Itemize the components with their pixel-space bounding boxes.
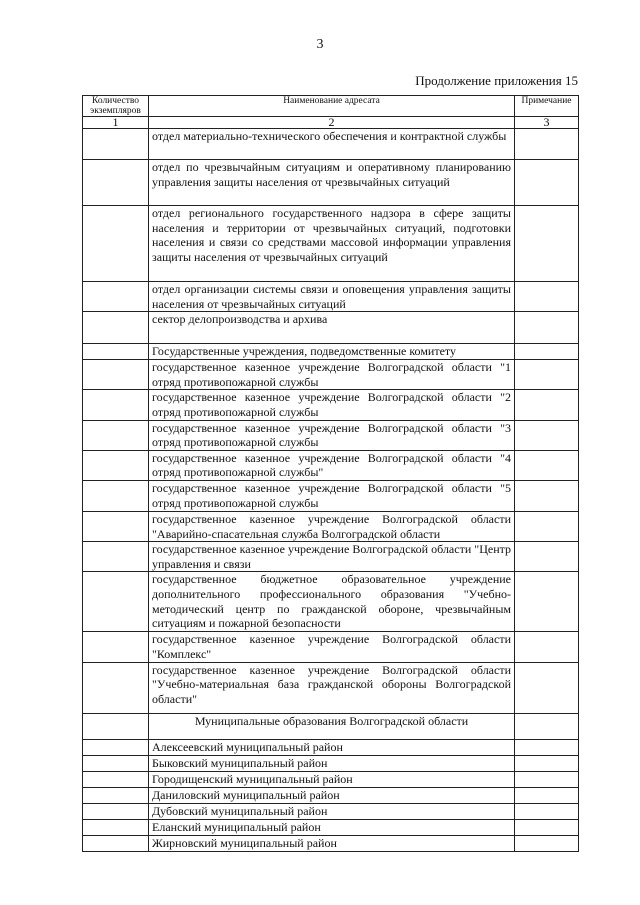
addressee-cell: отдел материально-технического обеспечения и контрактной службы bbox=[149, 129, 515, 160]
section-heading-row bbox=[83, 344, 579, 360]
addressee-cell: Быковский муниципальный район bbox=[149, 755, 515, 771]
addressee-cell: Городищенский муниципальный район bbox=[149, 771, 515, 787]
table-header-row bbox=[83, 96, 579, 117]
addressee-cell: отдел по чрезвычайным ситуациям и оперативному планированию управления защиты населения от чрезвычайных ситуаций bbox=[149, 160, 515, 206]
table-row bbox=[83, 129, 579, 160]
column-number-1: 1 bbox=[83, 117, 149, 129]
section-heading: Государственные учреждения, подведомственные комитету bbox=[149, 344, 515, 360]
table-row bbox=[83, 787, 579, 803]
addressee-cell: Жирновский муниципальный район bbox=[149, 835, 515, 851]
table-row bbox=[83, 420, 579, 450]
header-count: Количество экземпляров bbox=[83, 96, 149, 117]
table-row bbox=[83, 755, 579, 771]
table-row bbox=[83, 206, 579, 282]
table-row bbox=[83, 450, 579, 480]
addressee-cell: государственное казенное учреждение Волгоградской области "4 отряд противопожарной службы" bbox=[149, 450, 515, 480]
addressee-cell: отдел регионального государственного надзора в сфере защиты населения и территории от чрезвычайных ситуаций, подготовки населения и связи со средствами массовой информации управления защиты населения от чрезвычайных ситуаций bbox=[149, 206, 515, 282]
section-heading-row bbox=[83, 713, 579, 739]
addressee-cell: государственное казенное учреждение Волгоградской области "1 отряд противопожарной службы bbox=[149, 360, 515, 390]
header-note: Примечание bbox=[515, 96, 579, 117]
appendix-continuation: Продолжение приложения 15 bbox=[415, 73, 578, 88]
table-row bbox=[83, 390, 579, 420]
table-row bbox=[83, 572, 579, 632]
table-row bbox=[83, 771, 579, 787]
table-row bbox=[83, 511, 579, 541]
table-row bbox=[83, 160, 579, 206]
addressee-cell: государственное казенное учреждение Волгоградской области "2 отряд противопожарной службы bbox=[149, 390, 515, 420]
addressee-cell: Даниловский муниципальный район bbox=[149, 787, 515, 803]
addressee-cell: сектор делопроизводства и архива bbox=[149, 312, 515, 344]
addressee-cell: государственное казенное учреждение Волгоградской области "Центр управления и связи bbox=[149, 542, 515, 572]
page-number: 3 bbox=[316, 37, 324, 52]
section-heading: Муниципальные образования Волгоградской области bbox=[149, 713, 515, 739]
addressee-cell: Дубовский муниципальный район bbox=[149, 803, 515, 819]
table-row bbox=[83, 632, 579, 662]
table-row bbox=[83, 542, 579, 572]
addressee-cell: государственное бюджетное образовательное учреждение дополнительного профессионального образования "Учебно-методический центр по гражданской обороне, чрезвычайным ситуациям и пожарной безопасности bbox=[149, 572, 515, 632]
table-row bbox=[83, 819, 579, 835]
addressee-cell: государственное казенное учреждение Волгоградской области "3 отряд противопожарной службы bbox=[149, 420, 515, 450]
column-number-2: 2 bbox=[149, 117, 515, 129]
distribution-table bbox=[82, 95, 579, 852]
column-numbers-row bbox=[83, 117, 579, 129]
table-row bbox=[83, 312, 579, 344]
addressee-cell: Алексеевский муниципальный район bbox=[149, 739, 515, 755]
table-row bbox=[83, 480, 579, 511]
header-addressee: Наименование адресата bbox=[149, 96, 515, 117]
addressee-cell: государственное казенное учреждение Волгоградской области "Аварийно-спасательная служба Волгоградской области bbox=[149, 511, 515, 541]
table-row bbox=[83, 360, 579, 390]
table-row bbox=[83, 282, 579, 312]
table-row bbox=[83, 803, 579, 819]
column-number-3: 3 bbox=[515, 117, 579, 129]
table-row bbox=[83, 739, 579, 755]
addressee-cell: Еланский муниципальный район bbox=[149, 819, 515, 835]
table-row bbox=[83, 662, 579, 713]
addressee-cell: государственное казенное учреждение Волгоградской области "Учебно-материальная база гражданской обороны Волгоградской области" bbox=[149, 662, 515, 713]
addressee-cell: государственное казенное учреждение Волгоградской области "Комплекс" bbox=[149, 632, 515, 662]
table-row bbox=[83, 835, 579, 851]
addressee-cell: отдел организации системы связи и оповещения управления защиты населения от чрезвычайных ситуаций bbox=[149, 282, 515, 312]
addressee-cell: государственное казенное учреждение Волгоградской области "5 отряд противопожарной службы bbox=[149, 480, 515, 511]
